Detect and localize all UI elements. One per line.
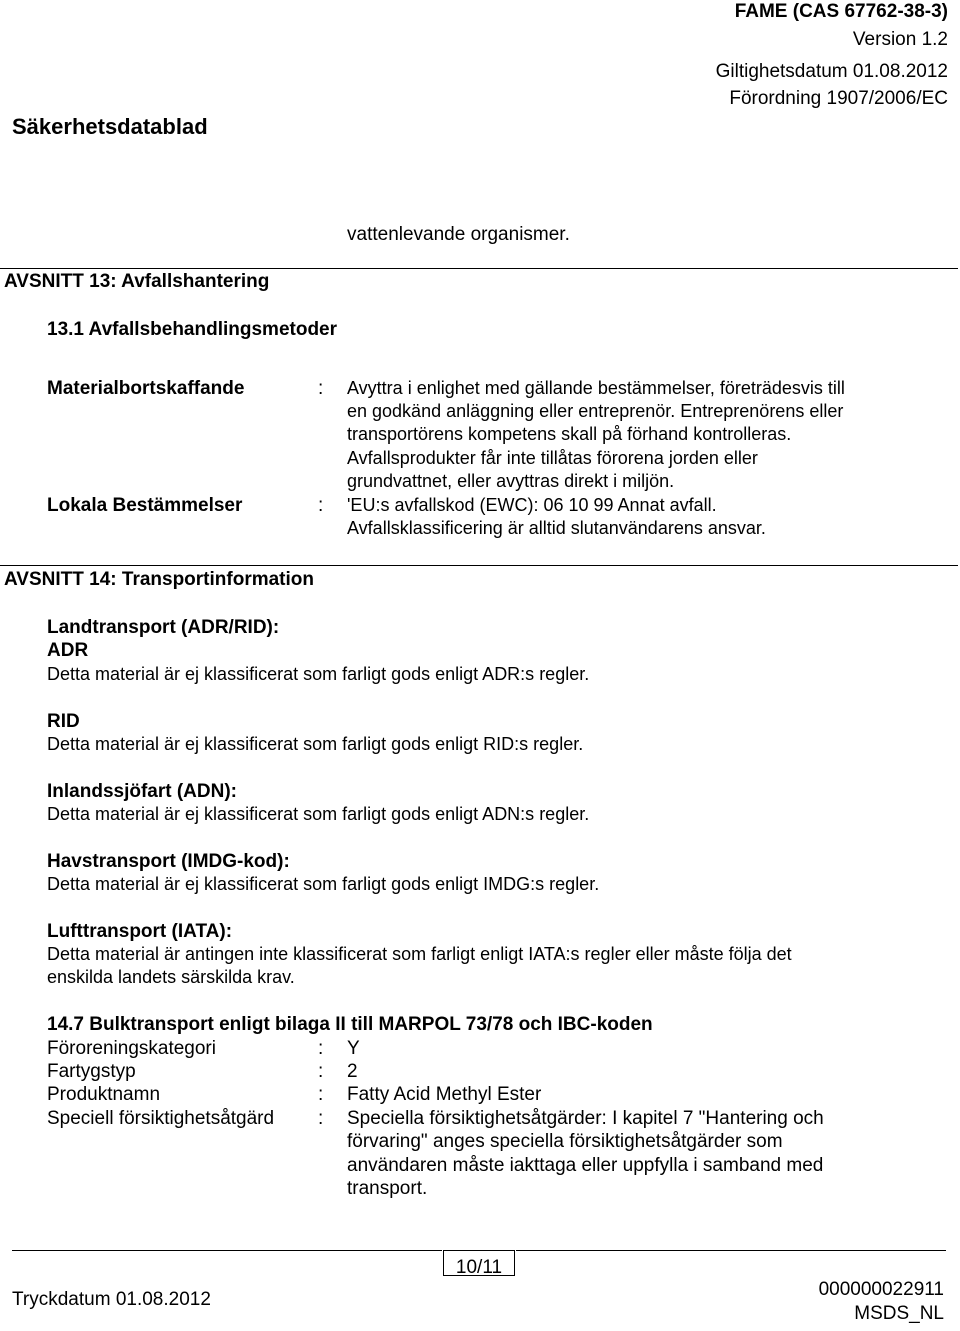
waste-disposal-sep: : <box>318 378 324 399</box>
section-14-title: AVSNITT 14: Transportinformation <box>4 569 315 590</box>
header-regulation: Förordning 1907/2006/EC <box>729 88 948 109</box>
header-version: Version 1.2 <box>852 29 948 50</box>
waste-disposal-text-2: en godkänd anläggning eller entreprenör. Entreprenörens eller <box>347 401 844 421</box>
document-number: 000000022911 <box>818 1279 944 1300</box>
bulk-heading: 14.7 Bulktransport enligt bilaga II till MARPOL 73/78 och IBC-koden <box>47 1014 653 1035</box>
document-code: MSDS_NL <box>854 1303 944 1324</box>
ship-type-label: Fartygstyp <box>47 1061 136 1082</box>
product-name-value: Fatty Acid Methyl Ester <box>347 1084 542 1105</box>
pollution-category-sep: : <box>318 1038 324 1059</box>
waste-disposal-text-1: Avyttra i enlighet med gällande bestämmelser, företrädesvis till <box>347 378 845 398</box>
carryover-text: vattenlevande organismer. <box>347 224 570 245</box>
special-precaution-text-1: Speciella försiktighetsåtgärder: I kapitel 7 "Hantering och <box>347 1108 824 1129</box>
adn-heading: Inlandssjöfart (ADN): <box>47 781 237 802</box>
imdg-heading: Havstransport (IMDG-kod): <box>47 851 290 872</box>
pollution-category-label: Föroreningskategori <box>47 1038 216 1059</box>
pollution-category-value: Y <box>347 1038 360 1059</box>
special-precaution-sep: : <box>318 1108 324 1129</box>
section-13-title: AVSNITT 13: Avfallshantering <box>4 271 270 292</box>
iata-text-2: enskilda landets särskilda krav. <box>47 967 295 987</box>
waste-disposal-text-4: Avfallsprodukter får inte tillåtas förorena jorden eller <box>347 448 758 468</box>
local-regulations-sep: : <box>318 495 324 516</box>
print-date: Tryckdatum 01.08.2012 <box>12 1289 211 1310</box>
section-13-subtitle: 13.1 Avfallsbehandlingsmetoder <box>47 319 338 340</box>
waste-disposal-text-3: transportörens kompetens skall på förhand kontrolleras. <box>347 424 792 444</box>
local-regulations-label: Lokala Bestämmelser <box>47 495 243 516</box>
product-name-label: Produktnamn <box>47 1084 161 1105</box>
iata-heading: Lufttransport (IATA): <box>47 921 233 942</box>
local-regulations-text-1: 'EU:s avfallskod (EWC): 06 10 99 Annat avfall. <box>347 495 717 515</box>
iata-text-1: Detta material är antingen inte klassificerat som farligt enligt IATA:s regler eller måste följa det <box>47 944 792 964</box>
adn-text: Detta material är ej klassificerat som farligt gods enligt ADN:s regler. <box>47 804 590 824</box>
document-title: Säkerhetsdatablad <box>12 114 208 139</box>
adr-heading: ADR <box>47 640 89 661</box>
header-validity: Giltighetsdatum 01.08.2012 <box>715 61 948 82</box>
ship-type-value: 2 <box>347 1061 358 1082</box>
waste-disposal-text-5: grundvattnet, eller avyttras direkt i miljön. <box>347 471 675 491</box>
waste-disposal-label: Materialbortskaffande <box>47 378 245 399</box>
ship-type-sep: : <box>318 1061 324 1082</box>
page-number: 10/11 <box>455 1257 503 1278</box>
rid-heading: RID <box>47 711 80 732</box>
special-precaution-text-4: transport. <box>347 1178 428 1199</box>
local-regulations-text-2: Avfallsklassificering är alltid slutanvändarens ansvar. <box>347 518 766 538</box>
footer-rule-right <box>516 1250 946 1251</box>
special-precaution-label: Speciell försiktighetsåtgärd <box>47 1108 275 1129</box>
imdg-text: Detta material är ej klassificerat som farligt gods enligt IMDG:s regler. <box>47 874 600 894</box>
section-14-rule <box>0 565 958 566</box>
header-product: FAME (CAS 67762-38-3) <box>734 1 948 22</box>
land-transport-heading: Landtransport (ADR/RID): <box>47 617 280 638</box>
adr-text: Detta material är ej klassificerat som farligt gods enligt ADR:s regler. <box>47 664 590 684</box>
special-precaution-text-3: användaren måste iakttaga eller uppfylla i samband med <box>347 1155 824 1176</box>
footer-rule-left <box>12 1250 442 1251</box>
product-name-sep: : <box>318 1084 324 1105</box>
special-precaution-text-2: förvaring" anges speciella försiktighetsåtgärder som <box>347 1131 783 1152</box>
section-13-rule <box>0 268 958 269</box>
rid-text: Detta material är ej klassificerat som farligt gods enligt RID:s regler. <box>47 734 584 754</box>
